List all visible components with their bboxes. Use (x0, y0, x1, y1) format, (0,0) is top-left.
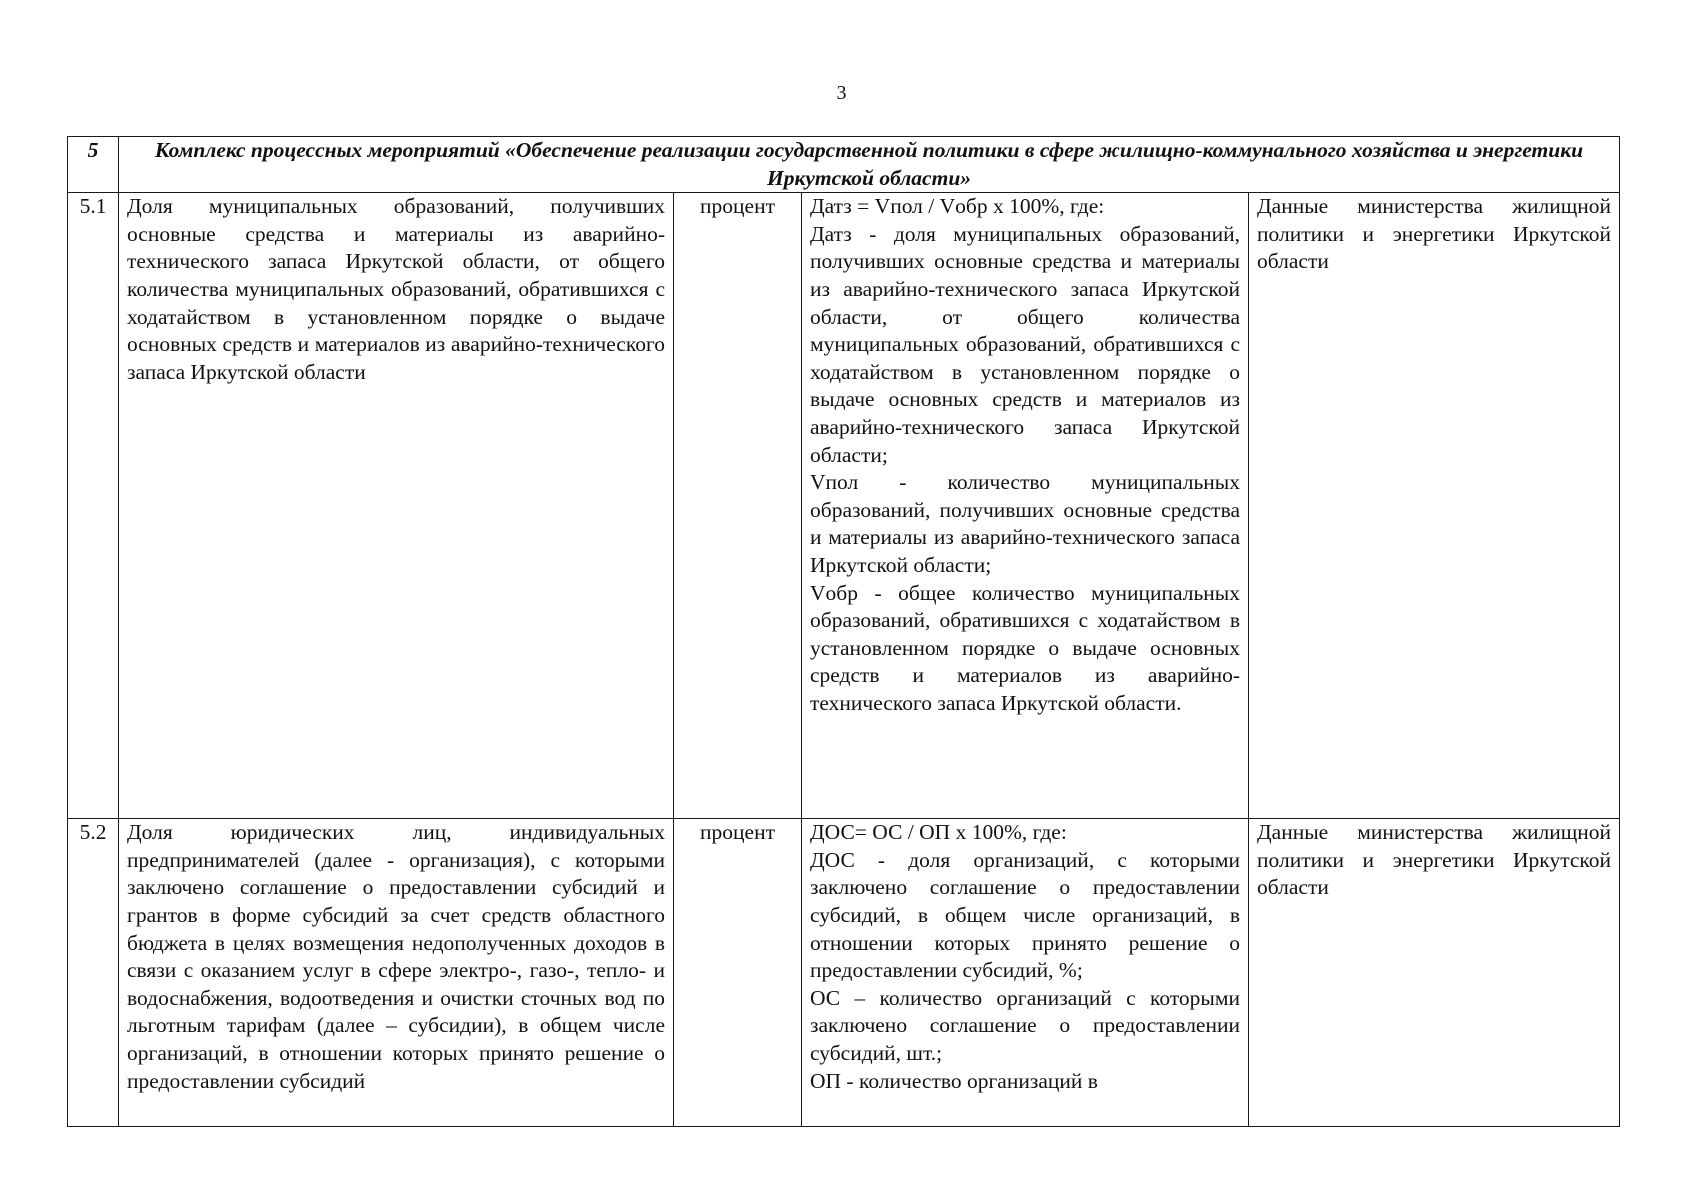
definition: Vобр - общее количество муниципальных образований, обратившихся с ходатайством в установленном порядке о выдаче основных средств и материалов из аварийно-технического запаса Иркутской области. (810, 580, 1240, 715)
data-source: Данные министерства жилищной политики и энергетики Иркутской области (1249, 193, 1620, 819)
definition: ОС – количество организаций с которыми заключено соглашение о предоставлении субсидий, шт.; (810, 985, 1240, 1065)
indicator-name: Доля муниципальных образований, получивших основные средства и материалы из аварийно-технического запаса Иркутской области, от общего количества муниципальных образований, обратившихся с ходатайством в установленном порядке о выдаче основных средств и материалов из аварийно-технического запаса Иркутской области (119, 193, 674, 819)
definition: Датз - доля муниципальных образований, получивших основные средства и материалы из аварийно-технического запаса Иркутской области, от общего количества муниципальных образований, обратившихся с ходатайством в установленном порядке о выдаче основных средств и материалов из аварийно-технического запаса Иркутской области; (810, 221, 1240, 467)
table-row (68, 193, 1620, 819)
section-title-cell (119, 137, 1620, 193)
definition: ДОС - доля организаций, с которыми заключено соглашение о предоставлении субсидий, в общем числе организаций, в отношении которых принято решение о предоставлении субсидий, %; (810, 847, 1240, 983)
row-number: 5.2 (68, 819, 119, 1127)
section-header-row (68, 137, 1620, 193)
formula: ДОС= ОС / ОП х 100%, где: (810, 820, 1067, 845)
definition: Vпол - количество муниципальных образований, получивших основные средства и материалы из аварийно-технического запаса Иркутской области; (810, 470, 1240, 577)
indicators-table (67, 136, 1620, 1127)
formula: Датз = Vпол / Vобр х 100%, где: (810, 194, 1105, 219)
table-row (68, 819, 1620, 1127)
unit-of-measure: процент (674, 819, 802, 1127)
indicator-name: Доля юридических лиц, индивидуальных предпринимателей (далее - организация), с которыми заключено соглашение о предоставлении субсидий и грантов в форме субсидий за счет средств областного бюджета в целях возмещения недополученных доходов в связи с оказанием услуг в сфере электро-, газо-, тепло- и водоснабжения, водоотведения и очистки сточных вод по льготным тарифам (далее – субсидии), в общем числе организаций, в отношении которых принято решение о предоставлении субсидий (119, 819, 674, 1127)
data-source: Данные министерства жилищной политики и энергетики Иркутской области (1249, 819, 1620, 1127)
calculation-method (802, 819, 1249, 1127)
page-number: 3 (836, 82, 847, 104)
row-number: 5.1 (68, 193, 119, 819)
unit-of-measure: процент (674, 193, 802, 819)
definition: ОП - количество организаций в (810, 1068, 1098, 1093)
calculation-method (802, 193, 1249, 819)
section-number: 5 (68, 137, 119, 193)
section-title: Комплекс процессных мероприятий «Обеспечение реализации государственной политики в сфере жилищно-коммунального хозяйства и энергетики Иркутской области» (154, 138, 1584, 190)
